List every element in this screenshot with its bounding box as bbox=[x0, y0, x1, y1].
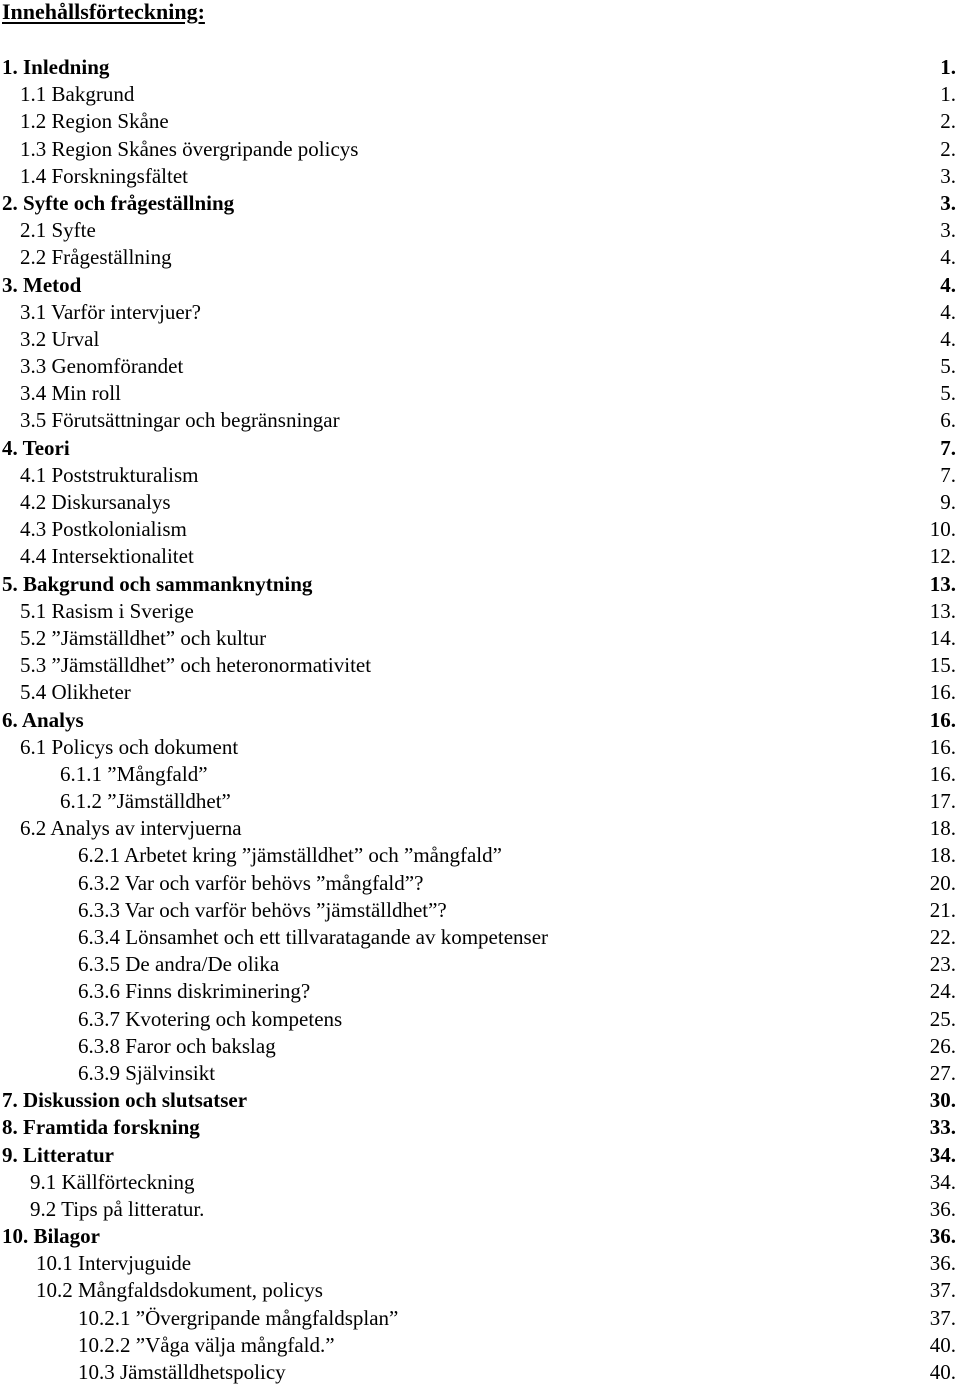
toc-entry[interactable] bbox=[0, 299, 960, 326]
toc-entry-page-number: 18. bbox=[929, 816, 956, 841]
table-of-contents bbox=[0, 54, 960, 1386]
toc-entry-page-number: 1. bbox=[940, 82, 956, 107]
toc-entry-page-number: 9. bbox=[940, 490, 956, 514]
toc-entry-page-number: 7. bbox=[940, 435, 956, 460]
toc-entry-label: 4.3 Postkolonialism bbox=[20, 517, 187, 542]
toc-entry[interactable] bbox=[0, 1359, 960, 1386]
toc-entry-label: 10. Bilagor bbox=[2, 1224, 100, 1249]
toc-entry-page-number: 36. bbox=[929, 1224, 956, 1249]
toc-entry-page-number: 16. bbox=[929, 707, 956, 732]
toc-entry-label: 6.3.3 Var och varför behövs ”jämställdhet”? bbox=[78, 897, 447, 922]
toc-entry-label: 1.4 Forskningsfältet bbox=[20, 163, 188, 188]
toc-entry[interactable] bbox=[0, 571, 960, 598]
toc-entry[interactable] bbox=[0, 489, 960, 516]
toc-entry-label: 3. Metod bbox=[2, 272, 82, 297]
toc-entry[interactable] bbox=[0, 842, 960, 869]
toc-entry[interactable] bbox=[0, 190, 960, 217]
toc-entry-label: 2.2 Frågeställning bbox=[20, 245, 172, 270]
toc-entry[interactable] bbox=[0, 1087, 960, 1114]
toc-entry-label: 4.1 Poststrukturalism bbox=[20, 462, 199, 487]
toc-entry[interactable] bbox=[0, 136, 960, 163]
toc-entry-page-number: 1. bbox=[940, 55, 956, 79]
toc-entry-page-number: 4. bbox=[940, 272, 956, 297]
toc-entry[interactable] bbox=[0, 108, 960, 135]
toc-entry-label: 6.3.7 Kvotering och kompetens bbox=[78, 1006, 343, 1031]
toc-entry-page-number: 33. bbox=[929, 1115, 956, 1140]
toc-entry-label: 6.3.9 Självinsikt bbox=[78, 1060, 216, 1085]
toc-entry-page-number: 40. bbox=[929, 1332, 956, 1357]
toc-entry-page-number: 18. bbox=[929, 843, 956, 868]
toc-entry-page-number: 26. bbox=[929, 1033, 956, 1058]
toc-entry-page-number: 2. bbox=[940, 136, 956, 161]
toc-entry-label: 10.1 Intervjuguide bbox=[36, 1251, 192, 1276]
toc-entry-label: 6.3.6 Finns diskriminering? bbox=[78, 979, 311, 1004]
toc-entry-page-number: 21. bbox=[929, 897, 956, 922]
toc-entry-page-number: 13. bbox=[929, 571, 956, 596]
toc-entry[interactable] bbox=[0, 598, 960, 625]
toc-entry-label: 6.2 Analys av intervjuerna bbox=[20, 816, 242, 841]
toc-entry-page-number: 16. bbox=[929, 680, 956, 705]
toc-entry-label: 9.2 Tips på litteratur. bbox=[30, 1196, 205, 1221]
toc-entry-page-number: 40. bbox=[929, 1360, 956, 1384]
toc-entry[interactable] bbox=[0, 1033, 960, 1060]
toc-entry-page-number: 23. bbox=[929, 952, 956, 977]
toc-entry[interactable] bbox=[0, 353, 960, 380]
toc-entry-label: 1. Inledning bbox=[2, 55, 110, 79]
toc-entry-page-number: 14. bbox=[929, 625, 956, 650]
toc-entry-page-number: 34. bbox=[929, 1169, 956, 1194]
toc-entry-page-number: 22. bbox=[929, 925, 956, 949]
toc-entry-label: 6.3.5 De andra/De olika bbox=[78, 952, 280, 977]
toc-entry-label: 6.1.1 ”Mångfald” bbox=[60, 761, 208, 786]
toc-entry-label: 2.1 Syfte bbox=[20, 218, 96, 243]
toc-entry-label: 6.3.2 Var och varför behövs ”mångfald”? bbox=[78, 870, 424, 895]
toc-entry-label: 5. Bakgrund och sammanknytning bbox=[2, 571, 313, 596]
toc-entry-label: 6.3.4 Lönsamhet och ett tillvaratagande av kompetenser bbox=[78, 925, 549, 949]
toc-entry-page-number: 30. bbox=[929, 1088, 956, 1113]
toc-entry-label: 2. Syfte och frågeställning bbox=[2, 190, 235, 215]
toc-entry-label: 6.1 Policys och dokument bbox=[20, 734, 239, 759]
toc-entry-label: 3.4 Min roll bbox=[20, 381, 121, 406]
toc-entry[interactable] bbox=[0, 272, 960, 299]
toc-entry-page-number: 16. bbox=[929, 734, 956, 759]
toc-entry-label: 5.3 ”Jämställdhet” och heteronormativitet bbox=[20, 653, 372, 678]
toc-entry-label: 1.2 Region Skåne bbox=[20, 109, 169, 134]
toc-entry[interactable] bbox=[0, 81, 960, 108]
toc-entry[interactable] bbox=[0, 244, 960, 271]
toc-entry-page-number: 13. bbox=[929, 598, 956, 623]
toc-entry-label: 4.4 Intersektionalitet bbox=[20, 544, 194, 569]
toc-entry[interactable] bbox=[0, 652, 960, 679]
toc-entry-label: 10.3 Jämställdhetspolicy bbox=[78, 1360, 286, 1384]
toc-entry-label: 10.2.1 ”Övergripande mångfaldsplan” bbox=[78, 1305, 399, 1330]
toc-entry[interactable] bbox=[0, 380, 960, 407]
toc-entry-label: 4. Teori bbox=[2, 435, 70, 460]
toc-entry[interactable] bbox=[0, 435, 960, 462]
toc-entry-page-number: 20. bbox=[929, 870, 956, 895]
toc-entry[interactable] bbox=[0, 1006, 960, 1033]
toc-entry-page-number: 27. bbox=[929, 1060, 956, 1085]
toc-entry[interactable] bbox=[0, 978, 960, 1005]
toc-entry[interactable] bbox=[0, 625, 960, 652]
toc-entry-label: 8. Framtida forskning bbox=[2, 1115, 200, 1140]
toc-entry[interactable] bbox=[0, 1250, 960, 1277]
toc-entry[interactable] bbox=[0, 1305, 960, 1332]
toc-entry[interactable] bbox=[0, 1060, 960, 1087]
toc-entry-label: 3.2 Urval bbox=[20, 326, 100, 351]
toc-entry-label: 3.1 Varför intervjuer? bbox=[20, 299, 201, 324]
toc-entry-page-number: 15. bbox=[929, 653, 956, 678]
toc-entry-label: 1.1 Bakgrund bbox=[20, 82, 135, 107]
toc-entry-page-number: 36. bbox=[929, 1251, 956, 1276]
toc-entry-page-number: 2. bbox=[940, 109, 956, 134]
toc-entry-page-number: 16. bbox=[929, 761, 956, 786]
toc-entry-label: 5.2 ”Jämställdhet” och kultur bbox=[20, 625, 267, 650]
toc-entry[interactable] bbox=[0, 516, 960, 543]
toc-entry-label: 4.2 Diskursanalys bbox=[20, 490, 171, 514]
page-title: Innehållsförteckning: bbox=[2, 0, 205, 24]
toc-entry[interactable] bbox=[0, 1114, 960, 1141]
toc-entry-page-number: 4. bbox=[940, 326, 956, 351]
toc-entry[interactable] bbox=[0, 1277, 960, 1304]
toc-entry-label: 7. Diskussion och slutsatser bbox=[2, 1088, 248, 1113]
toc-entry-label: 5.1 Rasism i Sverige bbox=[20, 598, 194, 623]
toc-entry-page-number: 10. bbox=[929, 517, 956, 542]
toc-entry[interactable] bbox=[0, 1223, 960, 1250]
toc-entry[interactable] bbox=[0, 163, 960, 190]
toc-entry-page-number: 37. bbox=[929, 1278, 956, 1303]
toc-entry[interactable] bbox=[0, 870, 960, 897]
toc-entry[interactable] bbox=[0, 326, 960, 353]
toc-entry-label: 3.3 Genomförandet bbox=[20, 354, 184, 379]
toc-entry-label: 9. Litteratur bbox=[2, 1142, 114, 1167]
toc-entry[interactable] bbox=[0, 1332, 960, 1359]
toc-entry[interactable] bbox=[0, 1196, 960, 1223]
toc-entry-page-number: 34. bbox=[929, 1142, 956, 1167]
toc-entry[interactable] bbox=[0, 1169, 960, 1196]
toc-entry-label: 10.2.2 ”Våga välja mångfald.” bbox=[78, 1332, 335, 1357]
toc-entry-page-number: 17. bbox=[929, 789, 956, 814]
toc-entry[interactable] bbox=[0, 679, 960, 706]
toc-entry-page-number: 3. bbox=[940, 190, 956, 215]
toc-entry-page-number: 5. bbox=[940, 381, 956, 406]
toc-entry[interactable] bbox=[0, 217, 960, 244]
toc-entry-label: 3.5 Förutsättningar och begränsningar bbox=[20, 408, 340, 433]
toc-entry[interactable] bbox=[0, 924, 960, 951]
toc-entry[interactable] bbox=[0, 707, 960, 734]
toc-entry-page-number: 7. bbox=[940, 462, 956, 487]
toc-entry[interactable] bbox=[0, 815, 960, 842]
toc-entry[interactable] bbox=[0, 761, 960, 788]
toc-entry-page-number: 3. bbox=[940, 163, 956, 188]
toc-entry-label: 10.2 Mångfaldsdokument, policys bbox=[36, 1278, 323, 1303]
toc-entry[interactable] bbox=[0, 407, 960, 434]
toc-entry-label: 1.3 Region Skånes övergripande policys bbox=[20, 136, 359, 161]
toc-entry-page-number: 36. bbox=[929, 1196, 956, 1221]
toc-entry[interactable] bbox=[0, 462, 960, 489]
toc-entry-label: 6.3.8 Faror och bakslag bbox=[78, 1033, 276, 1058]
toc-entry-page-number: 5. bbox=[940, 354, 956, 379]
toc-entry-page-number: 12. bbox=[929, 544, 956, 569]
toc-entry-label: 5.4 Olikheter bbox=[20, 680, 131, 705]
toc-entry-page-number: 24. bbox=[929, 979, 956, 1004]
toc-entry-page-number: 25. bbox=[929, 1006, 956, 1031]
toc-entry[interactable] bbox=[0, 788, 960, 815]
toc-entry-page-number: 37. bbox=[929, 1305, 956, 1330]
toc-entry-page-number: 3. bbox=[940, 218, 956, 243]
toc-entry[interactable] bbox=[0, 1142, 960, 1169]
toc-entry-label: 9.1 Källförteckning bbox=[30, 1169, 195, 1194]
toc-entry[interactable] bbox=[0, 897, 960, 924]
toc-entry-label: 6.1.2 ”Jämställdhet” bbox=[60, 789, 231, 814]
toc-entry-page-number: 4. bbox=[940, 245, 956, 270]
toc-entry-label: 6. Analys bbox=[2, 707, 84, 732]
toc-entry-page-number: 6. bbox=[940, 408, 956, 433]
toc-entry[interactable] bbox=[0, 734, 960, 761]
toc-entry[interactable] bbox=[0, 951, 960, 978]
toc-entry[interactable] bbox=[0, 54, 960, 81]
toc-entry[interactable] bbox=[0, 543, 960, 570]
toc-entry-page-number: 4. bbox=[940, 299, 956, 324]
toc-entry-label: 6.2.1 Arbetet kring ”jämställdhet” och ”mångfald” bbox=[78, 843, 502, 868]
